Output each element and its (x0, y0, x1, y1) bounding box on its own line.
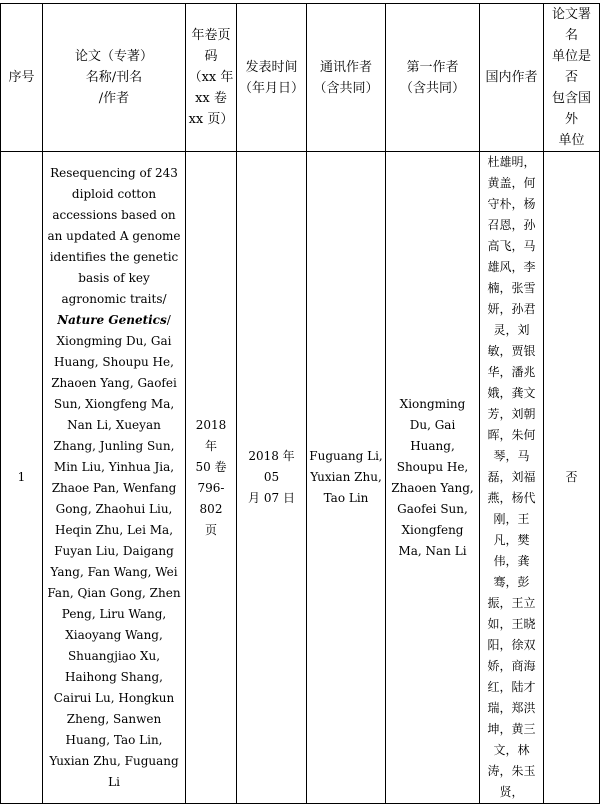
header-seq: 序号 (1, 4, 43, 152)
header-foreign-unit: 论文署名 单位是否 包含国外 单位 (544, 4, 600, 152)
header-domestic-authors: 国内作者 (480, 4, 544, 152)
cell-domestic-authors: 杜雄明，黄盖，何守朴，杨召恩，孙高飞，马雄风，李楠，张雪妍，孙君灵，刘敏，贾银华，潘兆娥，龚文芳，刘朝晖，朱何琴，马磊，刘福燕，杨代刚，王凡，樊伟，龚骞，彭振，王立如，王晓阳，徐双娇，商海红，陆才瑞，郑洪坤，黄三文，林涛，朱玉贤， (480, 152, 544, 804)
header-first-author: 第一作者 （含共同） (386, 4, 480, 152)
cell-first-author: Xiongming Du, Gai Huang, Shoupu He, Zhaoen Yang, Gaofei Sun, Xiongfeng Ma, Nan Li (386, 152, 480, 804)
paper-title: Resequencing of 243 diploid cotton accessions based on an updated A genome identifies the genetic basis of key agronomic traits/ (47, 165, 181, 306)
table-row (1, 152, 600, 804)
header-volume-pages: 年卷页 码 （xx 年 xx 卷 xx 页） (186, 4, 237, 152)
journal-name: Nature Genetics (57, 312, 167, 327)
header-paper: 论文（专著） 名称/刊名 /作者 (43, 4, 186, 152)
achievement-table (0, 3, 600, 804)
header-corresponding-author: 通讯作者 （含共同） (307, 4, 386, 152)
header-row (1, 4, 600, 152)
cell-volume-pages: 2018 年 50 卷 796-802 页 (186, 152, 237, 804)
cell-foreign-unit: 否 (544, 152, 600, 804)
paper-authors: / Xiongming Du, Gai Huang, Shoupu He, Zhaoen Yang, Gaofei Sun, Xiongfeng Ma, Nan Li, Xueyan Zhang, Junling Sun, Min Liu, Yinhua Jia, Zhaoe Pan, Wenfang Gong, Zhaohui Liu, Heqin Zhu, Lei Ma, Fuyan Liu, Daigang Yang, Fan Wang, Wei Fan, Qian Gong, Zhen Peng, Liru Wang, Xiaoyang Wang, Shuangjiao Xu, Haihong Shang, Cairui Lu, Hongkun Zheng, Sanwen Huang, Tao Lin, Yuxian Zhu, Fuguang Li (47, 312, 181, 789)
cell-paper (43, 152, 186, 804)
cell-corresponding-author: Fuguang Li, Yuxian Zhu, Tao Lin (307, 152, 386, 804)
cell-publish-date: 2018 年 05 月 07 日 (237, 152, 307, 804)
cell-seq: 1 (1, 152, 43, 804)
header-publish-date: 发表时间 （年月日） (237, 4, 307, 152)
